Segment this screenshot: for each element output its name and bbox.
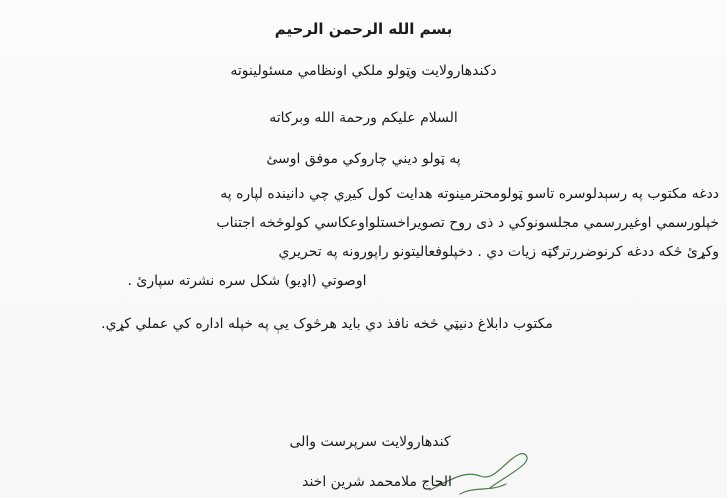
signatory-title: کندهارولایت سرپرست والی — [289, 434, 451, 450]
letter-address: دکندهارولایت وټولو ملکي اونظامي مسئولینوته — [230, 63, 497, 79]
body-line-4: اوصوتي (اډیو) شکل سره نشرته سپارئ . — [127, 273, 367, 289]
letter-wish: په ټولو دیني چاروکي موفق اوسئ — [266, 151, 461, 167]
body-line-2: خپلورسمي اوغیررسمي مجلسونوکي د ذی روح تصویراخستلواوعکاسي کولوڅخه اجتناب — [216, 215, 719, 231]
body-line-3: وکړئ څکه ددغه کرنوضررترګټه زیات دي . دخپلوفعالیتونو راپورونه په تحریري — [278, 244, 719, 260]
letter-greeting: السلام علیکم ورحمة الله وبرکاته — [269, 110, 458, 126]
body-line-1: ددغه مکتوب په رسېدلوسره تاسو ټولومحترمینوته هدایت کول کیږي چي دانینده لپاره په — [220, 186, 719, 202]
letter-instruction: مکتوب دابلاغ دنیټي څخه نافذ دي باید هرڅوک یې په خپله اداره کي عملي کړي. — [101, 316, 553, 332]
signatory-name: الحاج ملامحمد شرین اخند — [302, 474, 452, 490]
bismillah-header: بسم الله الرحمن الرحيم — [274, 20, 453, 38]
